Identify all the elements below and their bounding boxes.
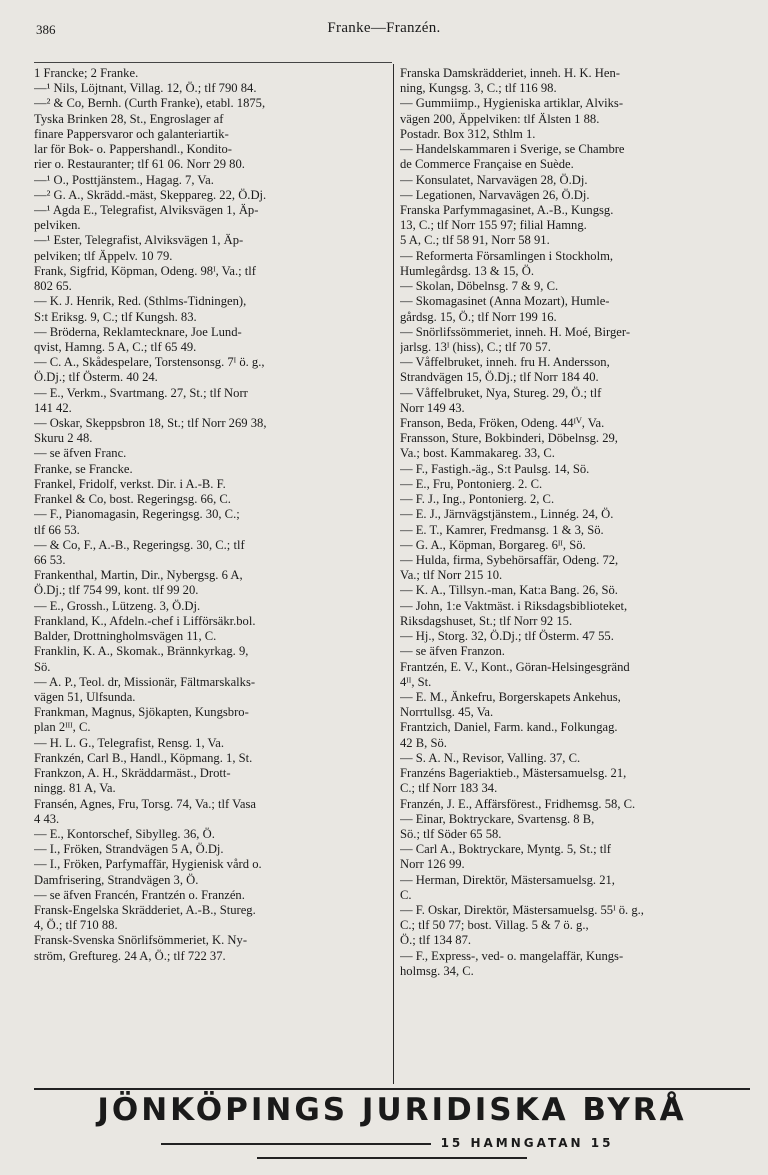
directory-entry-line: 4ᴵᴵ, St. [400,674,432,689]
directory-entry-line: — John, 1:e Vaktmäst. i Riksdagsbiblioteket, [400,598,628,613]
directory-entry-line: jarlsg. 13ᴵ (hiss), C.; tlf 70 57. [400,339,551,354]
directory-entry-line: Frankel & Co, bost. Regeringsg. 66, C. [34,492,231,507]
directory-entry-line: tlf 66 53. [34,522,80,537]
directory-entry-line: Franzén, J. E., Affärsförest., Fridhemsg. 58, C. [400,796,636,811]
directory-entry-line: —² G. A., Skrädd.-mäst, Skeppareg. 22, Ö.Dj. [34,187,267,202]
directory-entry-line: — E., Verkm., Svartmang. 27, St.; tlf Norr [34,385,248,400]
directory-entry-line: Frankenthal, Martin, Dir., Nybergsg. 6 A, [34,568,243,583]
directory-entry-line: — se äfven Francén, Frantzén o. Franzén. [34,887,245,902]
directory-entry-line: Fransén, Agnes, Fru, Torsg. 74, Va.; tlf Vasa [34,796,256,811]
directory-entry-line: — Våffelbruket, Nya, Stureg. 29, Ö.; tlf [400,385,602,400]
directory-entry-line: — Konsulatet, Narvavägen 28, Ö.Dj. [400,172,588,187]
page-number: 386 [36,22,56,37]
directory-entry-line: 13, C.; tlf Norr 155 97; filial Hamng. [400,218,587,233]
directory-entry-line: — Carl A., Boktryckare, Myntg. 5, St.; tlf [400,842,611,857]
directory-entry-line: — I., Fröken, Parfymaffär, Hygienisk vård o. [34,857,262,872]
directory-entry-line: — Handelskammaren i Sverige, se Chambre [400,142,625,157]
directory-entry-line: Franklin, K. A., Skomak., Brännkyrkag. 9, [34,644,249,659]
directory-entry-line: Sö. [34,659,51,674]
running-title: Franke—Franzén. [327,20,441,36]
directory-entry-line: gårdsg. 15, Ö.; tlf Norr 199 16. [400,309,557,324]
directory-entry-line: — Hj., Storg. 32, Ö.Dj.; tlf Österm. 47 55. [400,629,614,644]
directory-entry-line: — Einar, Boktryckare, Svartensg. 8 B, [400,811,595,826]
directory-entry-line: finare Pappersvaror och galanteriartik- [34,126,229,141]
directory-entry-line: — Herman, Direktör, Mästersamuelsg. 21, [400,872,615,887]
directory-entry-line: — E. J., Järnvägstjänstem., Linnég. 24, Ö. [400,507,614,522]
directory-entry-line: 1 Francke; 2 Franke. [34,66,139,80]
directory-entry-line: — Skomagasinet (Anna Mozart), Humle- [400,294,610,309]
ornament-line-right [257,1157,527,1159]
directory-entry-line: Postadr. Box 312, Sthlm 1. [400,126,536,141]
directory-entry-line: pelviken; tlf Äppelv. 10 79. [34,248,173,263]
column-top-rule [34,62,392,63]
directory-entry-line: — K. J. Henrik, Red. (Sthlms-Tidningen), [34,294,247,309]
directory-entry-line: Norr 149 43. [400,400,465,415]
directory-entry-line: 802 65. [34,279,72,294]
directory-entry-line: — Hulda, firma, Sybehörsaffär, Odeng. 72, [400,553,619,567]
directory-entry-line: C. [400,887,412,902]
advertisement-address: 15 HAMNGATAN 15 [440,1136,614,1150]
directory-entry-line: — Reformerta Församlingen i Stockholm, [400,248,614,263]
directory-entry-line: — F., Pianomagasin, Regeringsg. 30, C.; [34,507,240,522]
directory-entry-line: Ö.Dj.; tlf 754 99, kont. tlf 99 20. [34,583,199,598]
directory-entry-line: qvist, Hamng. 5 A, C.; tlf 65 49. [34,339,197,354]
directory-entry-line: vägen 51, Ulfsunda. [34,689,136,704]
directory-entry-line: —¹ O., Posttjänstem., Hagag. 7, Va. [34,172,214,187]
directory-entry-line: ning, Kungsg. 3, C.; tlf 116 98. [400,81,557,96]
directory-entry-line: ningg. 81 A, Va. [34,781,116,796]
directory-entry-line: Frankzén, Carl B., Handl., Köpmang. 1, St. [34,750,253,765]
right-column [400,66,750,979]
directory-entry-line: — E., Kontorschef, Sibylleg. 36, Ö. [34,826,215,841]
directory-entry-line: Norrtullsg. 45, Va. [400,705,494,720]
directory-entry-line: — Legationen, Narvavägen 26, Ö.Dj. [400,187,590,202]
directory-entry-line: holmsg. 34, C. [400,963,474,978]
directory-entry-line: Frantzich, Daniel, Farm. kand., Folkungag. [400,720,618,735]
directory-entry-line: vägen 200, Äppelviken: tlf Älsten 1 88. [400,111,600,126]
directory-entry-line: Fransk-Svenska Snörlifsömmeriet, K. Ny- [34,933,248,948]
directory-entry-line: — E. T., Kamrer, Fredmansg. 1 & 3, Sö. [400,522,604,537]
directory-entry-line: — Oskar, Skeppsbron 18, St.; tlf Norr 269 38, [34,416,267,431]
directory-entry-line: ström, Greftureg. 24 A, Ö.; tlf 722 37. [34,948,226,963]
directory-entry-line: — E., Fru, Pontonierg. 2. C. [400,476,543,491]
directory-entry-line: — F. J., Ing., Pontonierg. 2, C. [400,492,555,507]
directory-entry-line: de Commerce Française en Suède. [400,157,574,172]
directory-entry-line: 5 A, C.; tlf 58 91, Norr 58 91. [400,233,550,248]
directory-entry-line: — F., Express-, ved- o. mangelaffär, Kungs- [400,948,624,963]
directory-entry-line: pelviken. [34,218,81,233]
directory-entry-line: — G. A., Köpman, Borgareg. 6ᴵᴵ, Sö. [400,537,586,552]
column-divider [393,64,394,1084]
directory-entry-line: Franson, Beda, Fröken, Odeng. 44ᴵⱽ, Va. [400,416,605,431]
directory-entry-line: — se äfven Franzon. [400,644,505,659]
directory-entry-line: 42 B, Sö. [400,735,447,750]
directory-entry-line: — Snörlifssömmeriet, inneh. H. Moé, Birger- [400,324,631,339]
directory-entry-line: Riksdagshuset, St.; tlf Norr 92 15. [400,613,573,628]
directory-entry-line: Frank, Sigfrid, Köpman, Odeng. 98ᴵ, Va.; tlf [34,263,256,278]
directory-entry-line: — Bröderna, Reklamtecknare, Joe Lund- [34,324,242,339]
directory-entry-line: Humlegårdsg. 13 & 15, Ö. [400,263,534,278]
directory-entry-line: 141 42. [34,400,72,415]
directory-entry-line: Fransson, Sture, Bokbinderi, Döbelnsg. 29, [400,431,618,446]
directory-entry-line: Frankel, Fridolf, verkst. Dir. i A.-B. F. [34,476,226,491]
directory-entry-line: — Våffelbruket, inneh. fru H. Andersson, [400,355,610,370]
directory-entry-line: Frankland, K., Afdeln.-chef i Lifförsäkr.bol. [34,613,256,628]
directory-entry-line: — A. P., Teol. dr, Missionär, Fältmarskalks- [34,674,256,689]
directory-entry-line: — Gummiimp., Hygieniska artiklar, Alviks- [400,96,624,111]
directory-entry-line: Balder, Drottningholmsvägen 11, C. [34,629,217,644]
directory-entry-line: Sö.; tlf Söder 65 58. [400,826,502,841]
directory-entry-line: — E., Grossh., Lützeng. 3, Ö.Dj. [34,598,201,613]
directory-entry-line: Frankzon, A. H., Skräddarmäst., Drott- [34,766,231,781]
directory-entry-line: — F., Fastigh.-äg., S:t Paulsg. 14, Sö. [400,461,590,476]
directory-entry-line: Damfrisering, Strandvägen 3, Ö. [34,872,199,887]
directory-entry-line: Tyska Brinken 28, St., Engroslager af [34,111,224,126]
directory-entry-line: —¹ Nils, Löjtnant, Villag. 12, Ö.; tlf 790 84. [34,81,257,96]
directory-entry-line: Franska Parfymmagasinet, A.-B., Kungsg. [400,202,614,217]
directory-entry-line: Norr 126 99. [400,857,465,872]
directory-entry-line: — H. L. G., Telegrafist, Rensg. 1, Va. [34,735,224,750]
directory-entry-line: Va.; bost. Kammakareg. 33, C. [400,446,555,461]
directory-entry-line: Franzéns Bageriaktieb., Mästersamuelsg. 21, [400,766,627,781]
directory-entry-line: — S. A. N., Revisor, Valling. 37, C. [400,750,581,765]
directory-entry-line: —¹ Agda E., Telegrafist, Alviksvägen 1, Äp- [34,202,259,217]
directory-entry-line: Ö.Dj.; tlf Österm. 40 24. [34,370,158,385]
directory-entry-line: — I., Fröken, Strandvägen 5 A, Ö.Dj. [34,842,224,857]
directory-entry-line: Skuru 2 48. [34,431,93,446]
advertisement-address-row [34,1136,750,1164]
directory-entry-line: lar för Bok- o. Pappershandl., Kondito- [34,142,232,157]
directory-entry-line: Strandvägen 15, Ö.Dj.; tlf Norr 184 40. [400,370,599,385]
directory-entry-line: —¹ Ester, Telegrafist, Alviksvägen 1, Äp- [34,233,244,248]
directory-entry-line: 4, Ö.; tlf 710 88. [34,918,118,933]
directory-entry-line: 4 43. [34,811,60,826]
directory-entry-line: — C. A., Skådespelare, Torstensonsg. 7ᴵ ö. g., [34,355,265,370]
advertisement-title: JÖNKÖPINGS JURIDISKA BYRÅ [97,1092,687,1128]
directory-entry-line: —² & Co, Bernh. (Curth Franke), etabl. 1875, [34,96,266,111]
directory-entry-line: — & Co, F., A.-B., Regeringsg. 30, C.; tlf [34,537,245,552]
directory-entry-line: — E. M., Änkefru, Borgerskapets Ankehus, [400,689,621,704]
directory-entry-line: — K. A., Tillsyn.-man, Kat:a Bang. 26, Sö. [400,583,618,598]
directory-entry-line: Fransk-Engelska Skrädderiet, A.-B., Stureg. [34,903,256,918]
directory-entry-line: Frankman, Magnus, Sjökapten, Kungsbro- [34,705,249,720]
left-column [34,66,386,964]
directory-entry-line: Va.; tlf Norr 215 10. [400,568,503,583]
directory-entry-line: rier o. Restauranter; tlf 61 06. Norr 29 80. [34,157,245,172]
directory-entry-line: plan 2ᴵᴵᴵ, C. [34,720,91,735]
directory-entry-line: Franska Damskrädderiet, inneh. H. K. Hen- [400,66,620,80]
directory-entry-line: — F. Oskar, Direktör, Mästersamuelsg. 55ᴵ ö. g., [400,903,644,918]
directory-entry-line: S:t Eriksg. 9, C.; tlf Kungsh. 83. [34,309,197,324]
directory-entry-line: Ö.; tlf 134 87. [400,933,472,948]
ornament-line-left [161,1143,431,1145]
directory-entry-line: Frantzén, E. V., Kont., Göran-Helsingesgränd [400,659,630,674]
directory-entry-line: C.; tlf 50 77; bost. Villag. 5 & 7 ö. g., [400,918,589,933]
directory-entry-line: Franke, se Francke. [34,461,133,476]
directory-entry-line: 66 53. [34,553,66,567]
directory-entry-line: — Skolan, Döbelnsg. 7 & 9, C. [400,279,559,294]
directory-entry-line: C.; tlf Norr 183 34. [400,781,498,796]
directory-entry-line: — se äfven Franc. [34,446,127,461]
